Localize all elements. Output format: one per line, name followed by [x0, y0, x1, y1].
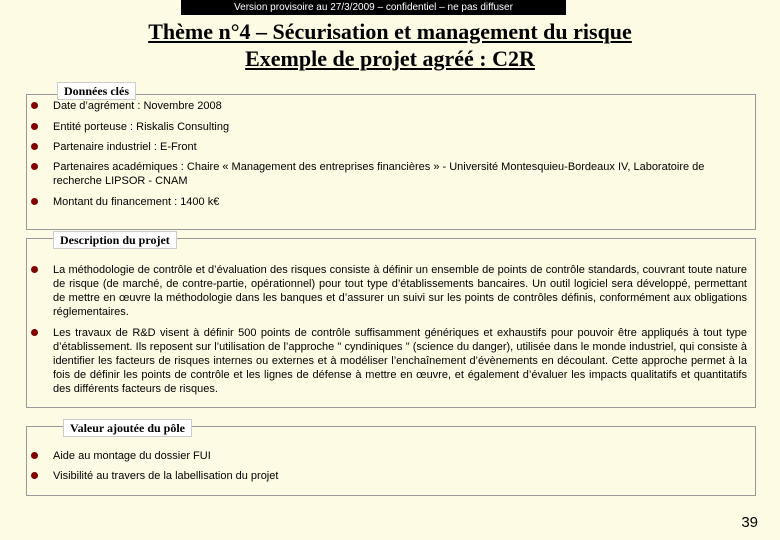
list-item-text: La méthodologie de contrôle et d’évaluation des risques consiste à définir un ensemble de points de contrôle standards, couvrant toute nature de risque (de marché, de contre-partie, opérationnel) pour tout type d’établissements bancaires. Un outil logiciel sera développé, permettant de mettre en œuvre la méthodologie dans les banques et d’assurer un suivi sur les points de contrôles définis, conformément aux obligations réglementaires.	[53, 264, 747, 318]
list-item-text: Partenaire industriel : E-Front	[53, 141, 197, 153]
bullet-icon	[31, 143, 38, 150]
list-item-text: Montant du financement : 1400 k€	[53, 196, 220, 208]
bullet-icon	[31, 123, 38, 130]
bullet-icon	[31, 329, 38, 336]
list-item-text: Les travaux de R&D visent à définir 500 points de contrôle suffisamment génériques et exhaustifs pour pouvoir être appliqués à tout type d’établissement. Ils reposent sur l’utilisation de l’approche " cyndiniques " (science du danger), utilisée dans le monde industriel, qui consiste à identifier les facteurs de risques internes ou externes et à modéliser l’enchaînement d’évènements en découlant. Cette approche permet à la fois de définir les points de contrôle et les lignes de défense à mettre en œuvre, et également d’évaluer les impacts qualitatifs et quantitatifs des différents facteurs de risques.	[53, 327, 747, 395]
page-title	[0, 18, 780, 72]
bullet-icon	[31, 266, 38, 273]
title-line-1: Thème n°4 – Sécurisation et management du risque	[148, 19, 632, 44]
value-added-section	[26, 421, 756, 496]
bullet-icon	[31, 163, 38, 170]
key-data-section	[26, 84, 756, 230]
page-number: 39	[741, 514, 758, 531]
description-label: Description du projet	[53, 231, 177, 249]
list-item-text: Entité porteuse : Riskalis Consulting	[53, 121, 230, 133]
title-line-2: Exemple de projet agréé : C2R	[245, 46, 535, 71]
key-data-label: Données clés	[57, 82, 136, 100]
bullet-icon	[31, 452, 38, 459]
value-added-label: Valeur ajoutée du pôle	[63, 419, 192, 437]
bullet-icon	[31, 198, 38, 205]
description-section	[26, 233, 756, 408]
list-item-text: Aide au montage du dossier FUI	[53, 450, 211, 462]
confidential-banner: Version provisoire au 27/3/2009 – confidentiel – ne pas diffuser	[181, 0, 566, 15]
list-item-text: Date d’agrément : Novembre 2008	[53, 100, 222, 112]
list-item-text: Partenaires académiques : Chaire « Management des entreprises financières » - Université Montesquieu-Bordeaux IV, Laboratoire de recherche LIPSOR - CNAM	[53, 161, 705, 187]
bullet-icon	[31, 472, 38, 479]
list-item-text: Visibilité au travers de la labellisation du projet	[53, 470, 279, 482]
bullet-icon	[31, 102, 38, 109]
